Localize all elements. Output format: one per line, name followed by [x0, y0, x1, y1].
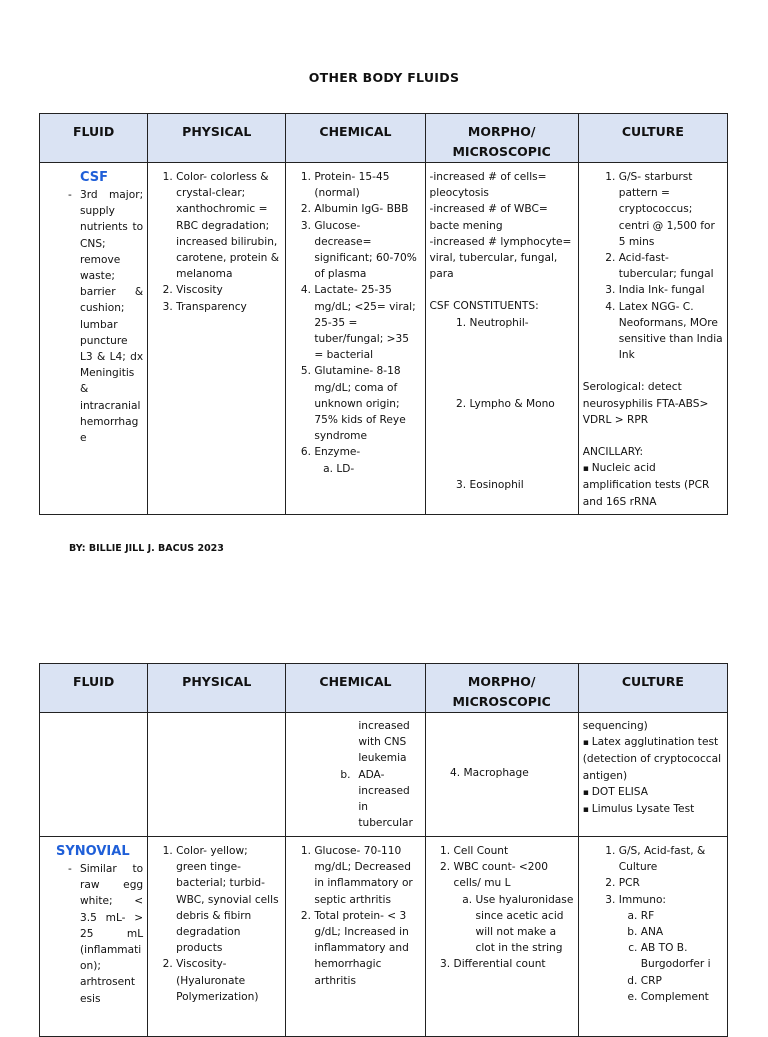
list-item: e. Complement — [641, 989, 723, 1005]
byline: BY: BILLIE JILL J. BACUS 2023 — [69, 543, 224, 554]
list-item: 2. PCR — [619, 875, 723, 891]
csf-chemical-a-cont: increased with CNS leukemia — [358, 720, 410, 765]
list-item: 4. Lactate- 25-35 mg/dL; <25= viral; 25-35 = tuber/fungal; >35 = bacterial — [314, 282, 420, 363]
list-item: 1. Glucose- 70-110 mg/dL; Decreased in inflammatory or septic arthritis — [314, 843, 420, 908]
body-fluids-table-2 — [39, 663, 728, 1037]
header-culture: CULTURE — [578, 114, 727, 163]
header-chemical: CHEMICAL — [286, 664, 425, 713]
list-item: 1. G/S- starburst pattern = cryptococcus; centri @ 1,500 for 5 mins — [619, 169, 723, 250]
list-item: 3. Eosinophil — [470, 477, 574, 493]
list-item: 3. Glucose- decrease= significant; 60-70% of plasma — [314, 218, 420, 283]
list-item: 3. Differential count — [454, 956, 574, 972]
list-item: c. AB TO B. Burgodorfer i — [641, 940, 723, 972]
synovial-fluid-desc: - Similar to raw egg white; < 3.5 mL- > 25 mL (inflammati on); arhtrosent esis — [80, 861, 143, 1007]
list-item: 1. Cell Count — [454, 843, 574, 859]
csf-culture-list — [583, 169, 723, 363]
culture-continued-line: ▪ DOT ELISA — [583, 784, 723, 801]
header-culture: CULTURE — [578, 664, 727, 713]
table-row-csf-continued: increased with CNS leukemia b. ADA- increased in tubercular 4. Macrophage sequencing) ▪ Latex agglutination test (detection of cryptococcal antigen) ▪ DOT ELISA ▪ Limulus Lysate Test — [40, 713, 728, 837]
csf-morpho-line: -increased # of WBC= bacte mening — [429, 203, 548, 232]
header-physical: PHYSICAL — [148, 664, 286, 713]
list-item: 2. Viscosity — [176, 282, 281, 298]
body-fluids-table-1 — [39, 113, 728, 515]
header-morpho: MORPHO/ MICROSCOPIC — [425, 114, 578, 163]
list-item: 3. Immuno: a. RF b. ANA c. AB TO B. Burgodorfer i d. CRP e. Complement — [619, 892, 723, 1005]
list-item: 6. Enzyme- a. LD- — [314, 444, 420, 476]
synovial-physical-list — [154, 843, 281, 1005]
csf-ancillary-text: ▪ Nucleic acid amplification tests (PCR and 16S rRNA — [583, 460, 723, 510]
csf-physical-list — [154, 169, 281, 315]
list-item: d. CRP — [641, 973, 723, 989]
table-row-csf — [40, 163, 728, 515]
list-item: 1. Protein- 15-45 (normal) — [314, 169, 420, 201]
csf-chemical-list — [292, 169, 420, 477]
list-item: 2. Lympho & Mono — [470, 396, 574, 477]
list-item: 3. India Ink- fungal — [619, 282, 723, 298]
synovial-culture-list — [583, 843, 723, 1005]
list-item: 1. G/S, Acid-fast, & Culture — [619, 843, 723, 875]
header-morpho: MORPHO/ MICROSCOPIC — [425, 664, 578, 713]
header-fluid: FLUID — [40, 114, 148, 163]
header-row — [40, 114, 728, 163]
list-item: 1. Neutrophil- — [470, 315, 574, 396]
list-item: 2. Acid-fast- tubercular; fungal — [619, 250, 723, 282]
csf-ancillary-label: ANCILLARY: — [582, 446, 644, 459]
synovial-morpho-list — [432, 843, 574, 973]
csf-serological: Serological: detect neurosyphilis FTA-ABS> VDRL > RPR — [582, 381, 709, 426]
page-title: OTHER BODY FLUIDS — [308, 70, 460, 85]
list-item: 3. Transparency — [176, 299, 281, 315]
fluid-name-synovial: SYNOVIAL — [56, 844, 130, 859]
table-row-synovial — [40, 837, 728, 1037]
header-chemical: CHEMICAL — [286, 114, 425, 163]
synovial-chemical-list — [292, 843, 420, 989]
list-item: 2. Total protein- < 3 g/dL; Increased in inflammatory and hemorrhagic arthritis — [314, 908, 420, 989]
header-physical: PHYSICAL — [148, 114, 286, 163]
csf-constituents-label: CSF CONSTITUENTS: — [429, 300, 539, 313]
header-row — [40, 664, 728, 713]
list-item: 1. Color- colorless & crystal-clear; xanthochromic = RBC degradation; increased bilirubin, carotene, protein & melanoma — [176, 169, 281, 282]
list-item: a. LD- — [336, 461, 420, 477]
culture-continued-line: ▪ Limulus Lysate Test — [583, 801, 723, 818]
list-item: 4. Latex NGG- C. Neoformans, MOre sensitive than India Ink — [619, 299, 723, 364]
list-item: 2. Viscosity- (Hyaluronate Polymerization) — [176, 956, 281, 1005]
csf-morpho-line: -increased # lymphocyte= viral, tubercular, fungal, para — [429, 235, 572, 281]
csf-constituents-list — [430, 315, 574, 493]
list-item: 1. Color- yellow; green tinge- bacterial; turbid- WBC, synovial cells debris & fibirn degradation products — [176, 843, 281, 956]
list-item: b. ANA — [641, 924, 723, 940]
fluid-name-csf: CSF — [80, 170, 109, 185]
culture-continued-line: ▪ Latex agglutination test (detection of cryptococcal antigen) — [583, 734, 723, 784]
csf-chemical-b: ADA- increased in tubercular — [358, 768, 413, 830]
list-item: 5. Glutamine- 8-18 mg/dL; coma of unknown origin; 75% kids of Reye syndrome — [314, 363, 420, 444]
list-item: a. RF — [641, 908, 723, 924]
csf-fluid-desc: - 3rd major; supply nutrients to CNS; remove waste; barrier & cushion; lumbar puncture L3 & L4; dx Meningitis & intracranial hemorrhag e — [80, 187, 143, 446]
header-fluid: FLUID — [40, 664, 148, 713]
list-item: a. Use hyaluronidase since acetic acid will not make a clot in the string — [476, 892, 574, 957]
csf-morpho-line: -increased # of cells= pleocytosis — [429, 171, 547, 200]
list-item: 2. Albumin IgG- BBB — [314, 201, 420, 217]
list-item: 4. Macrophage — [464, 765, 574, 781]
list-item: 2. WBC count- <200 cells/ mu L a. Use hyaluronidase since acetic acid will not make a clot in the string — [454, 859, 574, 956]
culture-continued-line: sequencing) — [582, 720, 648, 732]
